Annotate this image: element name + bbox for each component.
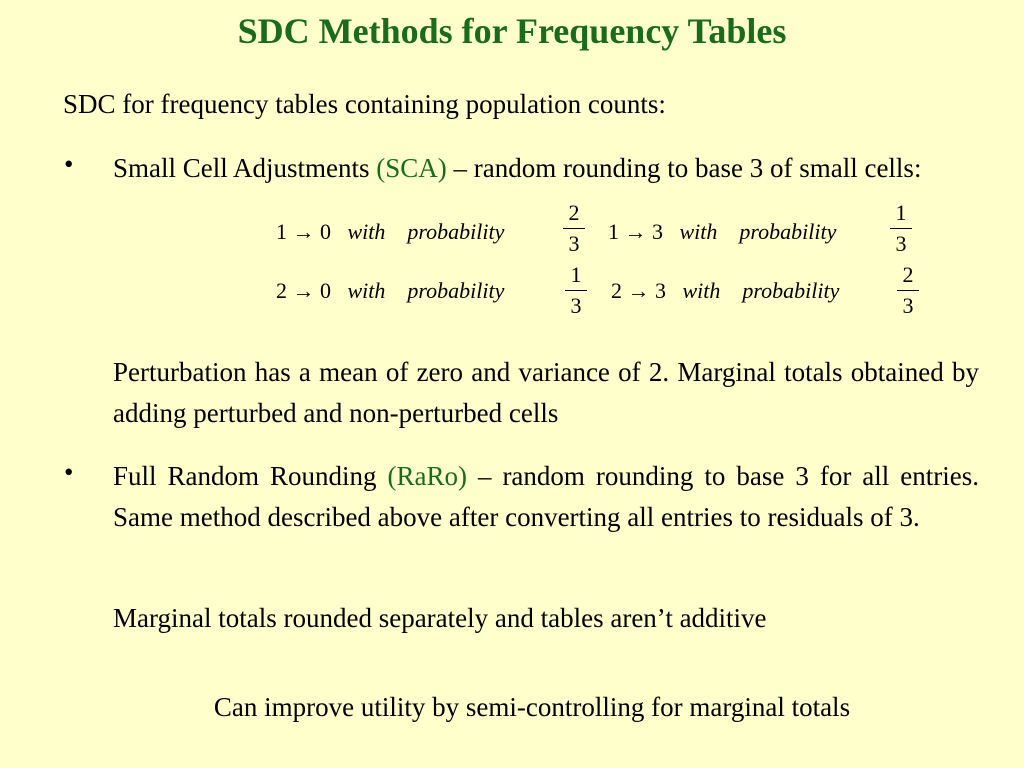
sca-note: Perturbation has a mean of zero and variance of 2. Marginal totals obtained by adding perturbed and non-perturbed cells xyxy=(113,357,979,428)
rule-2-fraction xyxy=(890,200,912,257)
rule-1-with: with xyxy=(347,219,386,244)
sca-prefix: Small Cell Adjustments xyxy=(113,153,377,183)
slide-title: SDC Methods for Frequency Tables xyxy=(237,11,787,51)
rule-4 xyxy=(611,278,839,304)
rule-4-probability: probability xyxy=(742,278,840,303)
sca-acronym: (SCA) xyxy=(376,153,447,183)
raro-item xyxy=(113,456,979,538)
rule-1-probability: probability xyxy=(407,219,505,244)
rule-2 xyxy=(608,219,836,245)
bullet-2: • xyxy=(64,457,74,487)
rule-2-bar xyxy=(890,228,912,229)
raro-note: Marginal totals rounded separately and tables aren’t additive xyxy=(113,603,767,633)
sca-suffix: – random rounding to base 3 of small cells: xyxy=(446,153,922,183)
bullet-1: • xyxy=(64,149,74,179)
rule-1-den: 3 xyxy=(568,231,580,256)
rule-1-fraction xyxy=(563,200,585,257)
sca-item xyxy=(113,148,979,189)
rule-2-probability: probability xyxy=(739,219,837,244)
rule-1-bar xyxy=(563,228,585,229)
raro-acronym: (RaRo) xyxy=(387,461,467,491)
rule-3-with: with xyxy=(347,278,386,303)
rule-4-map: 2 → 3 xyxy=(611,278,666,303)
raro-suffix: – random rounding to base 3 for all entries. Same method described above after converting all entries to residuals of 3. xyxy=(113,461,979,532)
rule-3-num: 1 xyxy=(570,262,582,287)
rule-4-with: with xyxy=(682,278,721,303)
rule-2-map: 1 → 3 xyxy=(608,219,663,244)
rule-3-bar xyxy=(565,290,587,291)
rule-4-bar xyxy=(897,290,919,291)
rule-3-map: 2 → 0 xyxy=(276,278,331,303)
rule-3-den: 3 xyxy=(570,293,582,318)
rule-4-den: 3 xyxy=(902,293,914,318)
rule-3 xyxy=(276,278,504,304)
rule-1 xyxy=(276,219,504,245)
rule-3-probability: probability xyxy=(407,278,505,303)
rule-2-with: with xyxy=(679,219,718,244)
rule-1-map: 1 → 0 xyxy=(276,219,331,244)
rule-2-num: 1 xyxy=(895,200,907,225)
rule-4-num: 2 xyxy=(902,262,914,287)
rule-2-den: 3 xyxy=(895,231,907,256)
raro-prefix: Full Random Rounding xyxy=(113,461,388,491)
rule-3-fraction xyxy=(565,262,587,319)
intro-text: SDC for frequency tables containing population counts: xyxy=(63,89,666,119)
rule-4-fraction xyxy=(897,262,919,319)
closing-text: Can improve utility by semi-controlling for marginal totals xyxy=(213,692,851,722)
rule-1-num: 2 xyxy=(568,200,580,225)
